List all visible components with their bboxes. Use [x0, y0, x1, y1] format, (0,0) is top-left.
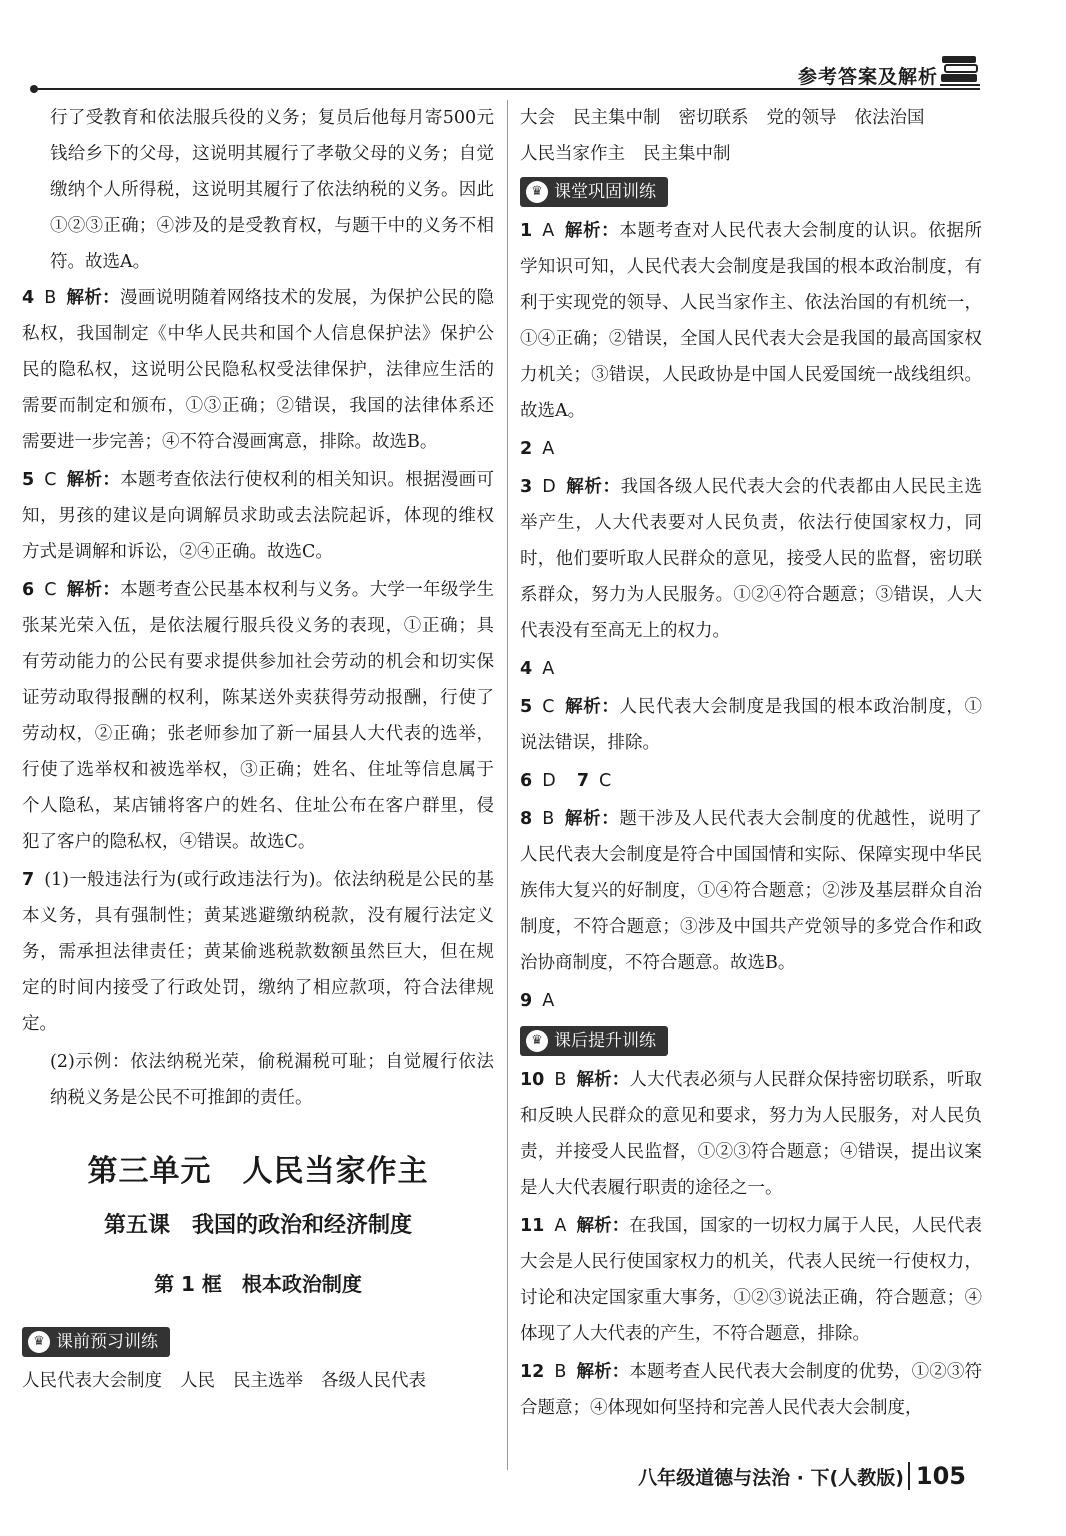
answer-5-r: 5 C 解析：人民代表大会制度是我国的根本政治制度，①说法错误，排除。 [520, 697, 983, 753]
frame-title: 第 1 框 根本政治制度 [154, 1272, 362, 1296]
crown-icon: ♛ [526, 181, 548, 203]
header-title: 参考答案及解析 [797, 66, 938, 88]
section-badge-class: ♛ 课堂巩固训练 [520, 177, 668, 207]
fill-answers-2: 大会 民主集中制 密切联系 党的领导 依法治国 [520, 108, 925, 128]
book-title: 八年级道德与法治 · 下(人教版) [638, 1467, 904, 1489]
answer-2: 2 A [520, 439, 555, 459]
answer-5: 5 C 解析：本题考查依法行使权利的相关知识。根据漫画可知，男孩的建议是向调解员求助或去法院起诉，体现的维权方式是调解和诉讼，②④正确。故选C。 [22, 470, 495, 562]
fill-answers-3: 人民当家作主 民主集中制 [520, 144, 731, 164]
answer-4-r: 4 A [520, 659, 555, 679]
books-icon [940, 52, 980, 88]
continued-answer: 行了受教育和依法服兵役的义务；复员后他每月寄500元钱给乡下的父母，这说明其履行了孝敬父母的义务；自觉缴纳个人所得税，这说明其履行了依法纳税的义务。因此①②③正确；④涉及的是受教育权，与题干中的义务不相符。故选A。 [50, 108, 494, 272]
answer-6: 6 C 解析：本题考查公民基本权利与义务。大学一年级学生张某光荣入伍，是依法履行服兵役义务的表现，①正确；具有劳动能力的公民有要求提供参加社会劳动的机会和切实保证劳动取得报酬的权利，陈某送外卖获得劳动报酬，行使了劳动权，②正确；张老师参加了新一届县人大代表的选举，行使了选举权和被选举权，③正确；姓名、住址等信息属于个人隐私，某店铺将客户的姓名、住址公布在客户群里，侵犯了客户的隐私权，④错误。故选C。 [22, 580, 495, 852]
answer-6-7-r: 6 D 7 C [520, 771, 612, 791]
page-number: 105 [908, 1462, 966, 1490]
answer-12: 12 B 解析：本题考查人民代表大会制度的优势，①②③符合题意；④体现如何坚持和完善人民代表大会制度， [520, 1362, 983, 1418]
fill-answers-1: 人民代表大会制度 人民 民主选举 各级人民代表 [22, 1371, 426, 1391]
section-badge-after: ♛ 课后提升训练 [520, 1026, 668, 1056]
answer-10: 10 B 解析：人大代表必须与人民群众保持密切联系，听取和反映人民群众的意见和要求，努力为人民服务，对人民负责，并接受人民监督，①②③符合题意；④错误，提出议案是人大代表履行职责的途径之一。 [520, 1070, 983, 1198]
right-column [520, 100, 982, 1428]
left-column [22, 100, 494, 1399]
answer-7: 7 (1)一般违法行为(或行政违法行为)。依法纳税是公民的基本义务，具有强制性；黄某逃避缴纳税款，没有履行法定义务，需承担法律责任；黄某偷逃税款数额虽然巨大，但在规定的时间内接受了行政处罚，缴纳了相应款项，符合法律规定。 [22, 870, 494, 1034]
lesson-title: 第五课 我国的政治和经济制度 [103, 1213, 412, 1238]
unit-title: 第三单元 人民当家作主 [87, 1154, 429, 1189]
crown-icon: ♛ [526, 1030, 548, 1052]
section-badge-preview: ♛ 课前预习训练 [22, 1327, 170, 1357]
column-divider [507, 100, 508, 1470]
answer-4: 4 B 解析：漫画说明随着网络技术的发展，为保护公民的隐私权，我国制定《中华人民共和国个人信息保护法》保护公民的隐私权，这说明公民隐私权受法律保护，法律应生活的需要而制定和颁布，①③正确；②错误，我国的法律体系还需要进一步完善；④不符合漫画寓意，排除。故选B。 [22, 288, 495, 452]
answer-3: 3 D 解析：我国各级人民代表大会的代表都由人民民主选举产生，人大代表要对人民负责，依法行使国家权力，同时，他们要听取人民群众的意见，接受人民的监督，密切联系群众，努力为人民服务。①②④符合题意；③错误，人大代表没有至高无上的权力。 [520, 477, 982, 641]
answer-7-part2: (2)示例：依法纳税光荣，偷税漏税可耻；自觉履行依法纳税义务是公民不可推卸的责任。 [50, 1052, 494, 1108]
answer-8-r: 8 B 解析：题干涉及人民代表大会制度的优越性，说明了人民代表大会制度是符合中国国情和实际、保障实现中华民族伟大复兴的好制度，①④符合题意；②涉及基层群众自治制度，不符合题意；③涉及中国共产党领导的多党合作和政治协商制度，不符合题意。故选B。 [520, 809, 983, 973]
crown-icon: ♛ [28, 1331, 50, 1353]
answer-11: 11 A 解析：在我国，国家的一切权力属于人民，人民代表大会是人民行使国家权力的机关，代表人民统一行使权力，讨论和决定国家重大事务，①②③说法正确，符合题意；④体现了人大代表的产生，不符合题意，排除。 [520, 1216, 983, 1344]
page-footer [638, 1462, 966, 1490]
answer-9-r: 9 A [520, 991, 555, 1011]
answer-1: 1 A 解析：本题考查对人民代表大会制度的认识。依据所学知识可知，人民代表大会制度是我国的根本政治制度，有利于实现党的领导、人民当家作主、依法治国的有机统一，①④正确；②错误，全国人民代表大会是我国的最高国家权力机关；③错误，人民政协是中国人民爱国统一战线组织。故选A。 [520, 221, 983, 421]
